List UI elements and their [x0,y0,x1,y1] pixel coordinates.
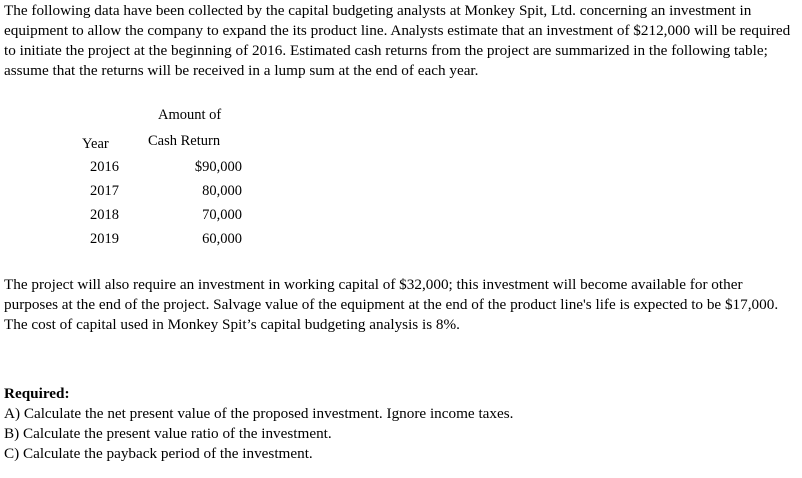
details-paragraph: The project will also require an investment in working capital of $32,000; this investment will become available for other purposes at the end of the project. Salvage value of the equipment at the end of the product line's life is expected to be $17,000. The cost of capital used in Monkey Spit’s capital budgeting analysis is 8%. [4,276,779,333]
required-heading: Required: [4,385,70,402]
table-row [90,206,250,230]
required-item-c: C) Calculate the payback period of the investment. [4,445,313,462]
cell-cash-return: $90,000 [194,159,242,175]
cell-cash-return: 60,000 [202,231,242,247]
header-year: Year [82,136,109,152]
intro-paragraph: The following data have been collected by the capital budgeting analysts at Monkey Spit, Ltd. concerning an investment in equipment to allow the company to expand the its product line. Analysts estimate that an investment of $212,000 will be required to initiate the project at the beginning of 2016. Estimated cash returns from the project are summarized in the following table; assume that the returns will be received in a lump sum at the end of each year. [4,2,791,79]
table-row [90,182,250,206]
required-item-b: B) Calculate the present value ratio of the investment. [4,425,332,442]
cell-cash-return: 80,000 [202,183,242,199]
header-cash-return: Cash Return [148,133,221,149]
cash-return-table [4,106,304,256]
cell-year: 2017 [90,183,119,199]
table-body [90,158,250,254]
cell-year: 2019 [90,231,119,247]
cell-year: 2016 [90,159,119,175]
required-section [4,384,796,464]
table-row [90,158,250,182]
required-item-a: A) Calculate the net present value of the proposed investment. Ignore income taxes. [4,405,514,422]
cell-cash-return: 70,000 [202,207,242,223]
header-amount-of: Amount of [158,107,222,123]
cell-year: 2018 [90,207,119,223]
table-row [90,230,250,254]
